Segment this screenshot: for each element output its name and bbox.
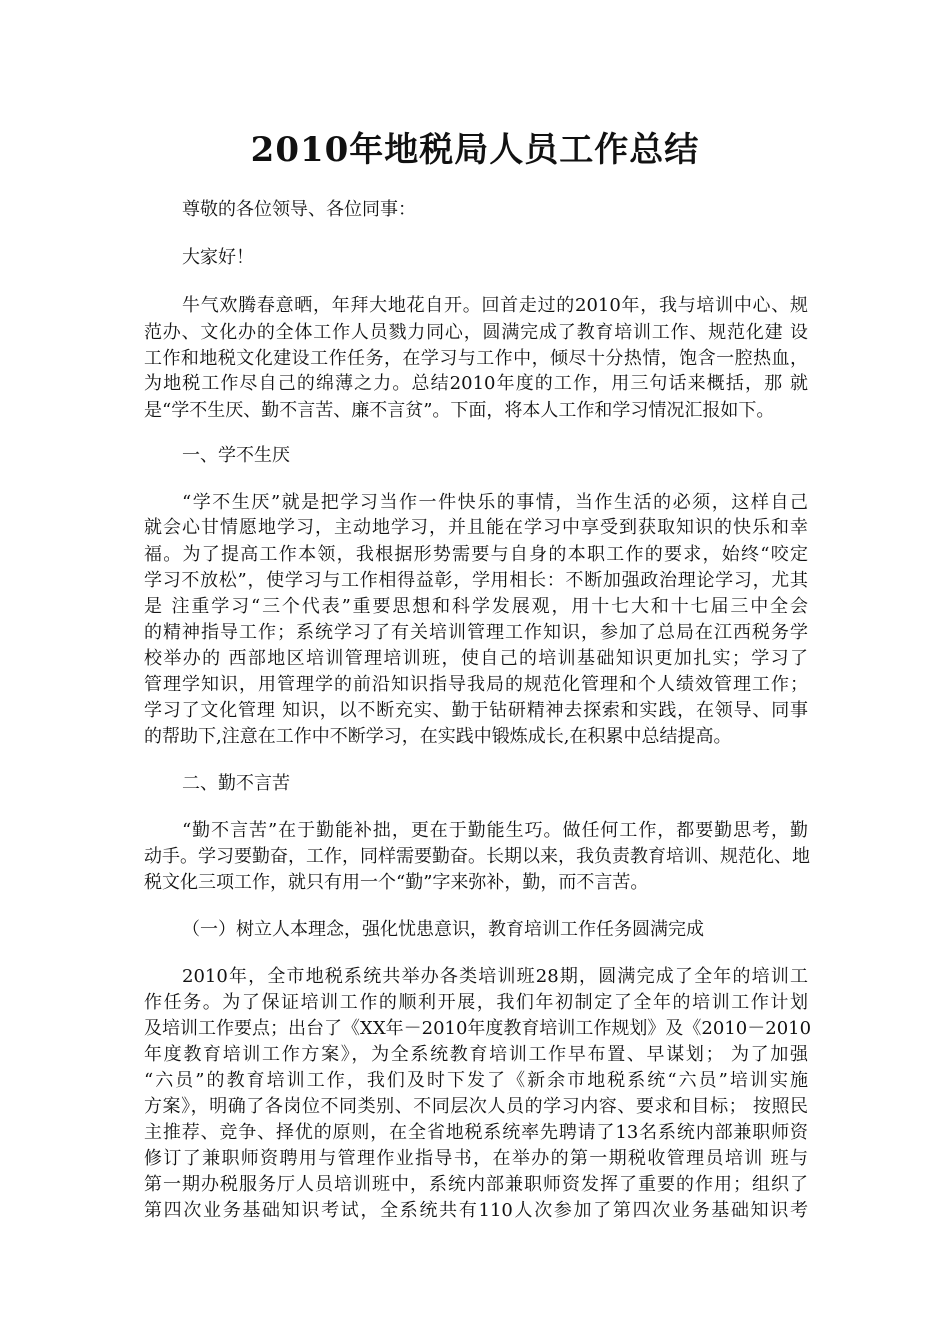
- paragraph-line: 为地税工作尽自己的绵薄之力。总结2010年度的工作，用三句话来概括，那 就: [144, 373, 808, 394]
- section-heading: 二、勤不言苦: [182, 773, 290, 794]
- paragraph-line: 动手。学习要勤奋，工作，同样需要勤奋。长期以来，我负责教育培训、规范化、地: [144, 846, 810, 867]
- paragraph-line: “勤不言苦”在于勤能补拙，更在于勤能生巧。做任何工作，都要勤思考，勤: [182, 820, 808, 841]
- paragraph-line: 主推荐、竞争、择优的原则，在全省地税系统率先聘请了13名系统内部兼职师资: [144, 1122, 808, 1143]
- document-title: 2010年地税局人员工作总结: [250, 130, 700, 170]
- paragraph-line: 及培训工作要点；出台了《XX年－2010年度教育培训工作规划》及《2010－2010: [144, 1018, 812, 1039]
- paragraph-line: 第一期办税服务厅人员培训班中，系统内部兼职师资发挥了重要的作用；组织了: [144, 1174, 808, 1195]
- paragraph-line: 是“学不生厌、勤不言苦、廉不言贫”。下面，将本人工作和学习情况汇报如下。: [144, 400, 775, 421]
- paragraph-line: 福。为了提高工作本领，我根据形势需要与自身的本职工作的要求，始终“咬定: [144, 544, 808, 565]
- paragraph-line: 管理学知识，用管理学的前沿知识指导我局的规范化管理和个人绩效管理工作；: [144, 674, 808, 695]
- section-heading: 一、学不生厌: [182, 445, 290, 466]
- paragraph-line: 年度教育培训工作方案》，为全系统教育培训工作早布置、早谋划； 为了加强: [144, 1044, 808, 1065]
- paragraph-line: “六员”的教育培训工作，我们及时下发了《新余市地税系统“六员”培训实施: [144, 1070, 808, 1091]
- paragraph-line: 税文化三项工作，就只有用一个“勤”字来弥补，勤，而不言苦。: [144, 872, 649, 893]
- subsection-heading: （一）树立人本理念，强化忧患意识，教育培训工作任务圆满完成: [182, 919, 704, 940]
- greeting: 尊敬的各位领导、各位同事：: [182, 199, 416, 220]
- paragraph-line: 2010年，全市地税系统共举办各类培训班28期，圆满完成了全年的培训工: [182, 966, 808, 987]
- paragraph-line: “学不生厌”就是把学习当作一件快乐的事情，当作生活的必须，这样自己: [182, 492, 808, 513]
- paragraph-line: 校举办的 西部地区培训管理培训班，使自己的培训基础知识更加扎实；学习了: [144, 648, 808, 669]
- paragraph-line: 牛气欢腾春意晒，年拜大地花自开。回首走过的2010年，我与培训中心、规: [182, 295, 808, 316]
- paragraph-line: 工作和地税文化建设工作任务，在学习与工作中，倾尽十分热情，饱含一腔热血，: [144, 348, 808, 369]
- paragraph-line: 学习了文化管理 知识，以不断充实、勤于钻研精神去探索和实践，在领导、同事: [144, 700, 808, 721]
- paragraph-line: 的精神指导工作；系统学习了有关培训管理工作知识，参加了总局在江西税务学: [144, 622, 808, 643]
- paragraph-line: 学习不放松”，使学习与工作相得益彰，学用相长：不断加强政治理论学习，尤其: [144, 570, 808, 591]
- paragraph-line: 作任务。为了保证培训工作的顺利开展，我们年初制定了全年的培训工作计划: [144, 992, 808, 1013]
- paragraph-line: 范办、文化办的全体工作人员戮力同心，圆满完成了教育培训工作、规范化建 设: [144, 322, 808, 343]
- paragraph-line: 第四次业务基础知识考试，全系统共有110人次参加了第四次业务基础知识考: [144, 1200, 808, 1221]
- paragraph-line: 就会心甘情愿地学习，主动地学习，并且能在学习中享受到获取知识的快乐和幸: [144, 517, 808, 538]
- paragraph-line: 方案》，明确了各岗位不同类别、不同层次人员的学习内容、要求和目标； 按照民: [144, 1096, 808, 1117]
- paragraph-line: 修订了兼职师资聘用与管理作业指导书，在举办的第一期税收管理员培训 班与: [144, 1148, 808, 1169]
- paragraph-line: 是 注重学习“三个代表”重要思想和科学发展观，用十七大和十七届三中全会: [144, 596, 808, 617]
- paragraph-line: 的帮助下,注意在工作中不断学习，在实践中锻炼成长,在积累中总结提高。: [144, 726, 732, 747]
- hello: 大家好！: [182, 247, 254, 268]
